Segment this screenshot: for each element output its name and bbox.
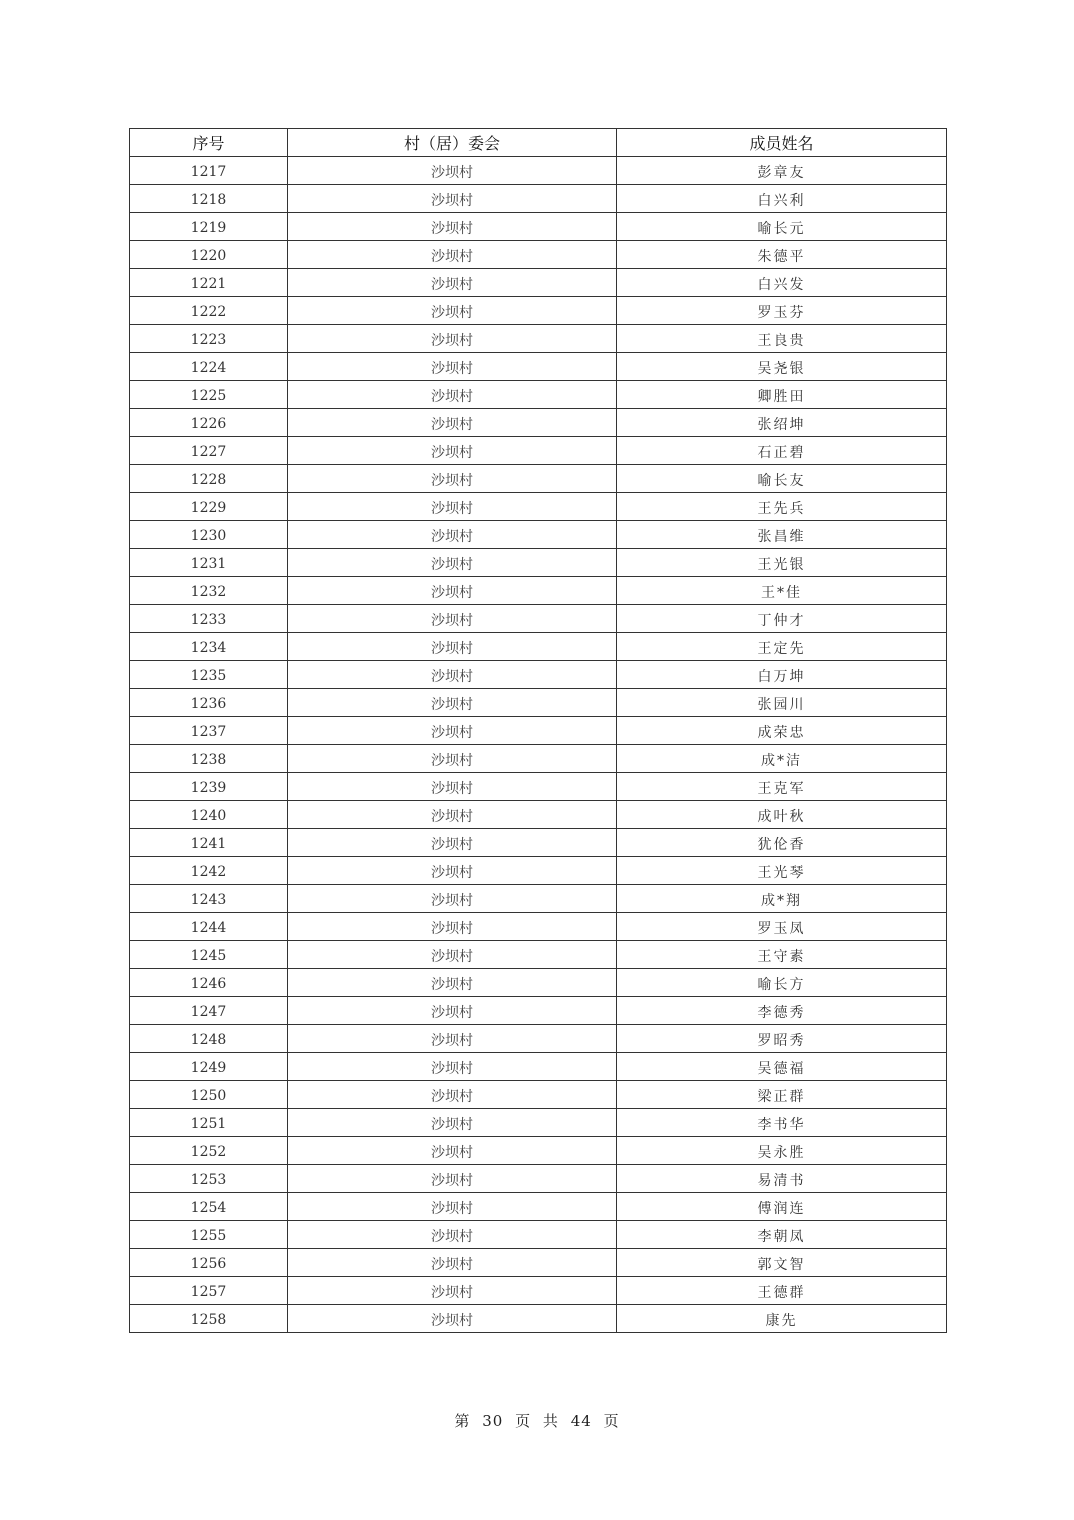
village-cell: 沙坝村 — [288, 857, 617, 885]
table-row — [130, 1137, 947, 1165]
name-cell: 白兴利 — [617, 185, 947, 213]
seq-cell: 1236 — [130, 689, 288, 717]
name-cell: 罗玉芬 — [617, 297, 947, 325]
name-cell: 王良贵 — [617, 325, 947, 353]
footer-prefix: 第 — [454, 1412, 471, 1430]
village-cell: 沙坝村 — [288, 465, 617, 493]
seq-cell: 1254 — [130, 1193, 288, 1221]
village-cell: 沙坝村 — [288, 409, 617, 437]
name-cell: 王德群 — [617, 1277, 947, 1305]
seq-cell: 1244 — [130, 913, 288, 941]
seq-cell: 1219 — [130, 213, 288, 241]
seq-cell: 1228 — [130, 465, 288, 493]
table-row — [130, 857, 947, 885]
table-row — [130, 437, 947, 465]
seq-cell: 1255 — [130, 1221, 288, 1249]
footer-current-page: 30 — [482, 1412, 504, 1430]
name-cell: 吴永胜 — [617, 1137, 947, 1165]
seq-cell: 1248 — [130, 1025, 288, 1053]
seq-cell: 1226 — [130, 409, 288, 437]
seq-cell: 1250 — [130, 1081, 288, 1109]
seq-cell: 1217 — [130, 157, 288, 185]
village-cell: 沙坝村 — [288, 157, 617, 185]
name-cell: 卿胜田 — [617, 381, 947, 409]
table-row — [130, 241, 947, 269]
village-cell: 沙坝村 — [288, 1137, 617, 1165]
village-cell: 沙坝村 — [288, 885, 617, 913]
table-row — [130, 577, 947, 605]
footer-total-word: 共 — [542, 1412, 559, 1430]
table-header-row — [130, 129, 947, 157]
village-cell: 沙坝村 — [288, 633, 617, 661]
table-row — [130, 269, 947, 297]
village-cell: 沙坝村 — [288, 745, 617, 773]
table-row — [130, 325, 947, 353]
table-row — [130, 157, 947, 185]
table-row — [130, 1221, 947, 1249]
seq-cell: 1238 — [130, 745, 288, 773]
table-row — [130, 745, 947, 773]
village-cell: 沙坝村 — [288, 493, 617, 521]
seq-cell: 1256 — [130, 1249, 288, 1277]
village-cell: 沙坝村 — [288, 1249, 617, 1277]
table-row — [130, 773, 947, 801]
name-cell: 王定先 — [617, 633, 947, 661]
village-cell: 沙坝村 — [288, 549, 617, 577]
name-cell: 罗玉凤 — [617, 913, 947, 941]
table-row — [130, 409, 947, 437]
seq-cell: 1239 — [130, 773, 288, 801]
table-row — [130, 829, 947, 857]
name-cell: 张绍坤 — [617, 409, 947, 437]
seq-cell: 1231 — [130, 549, 288, 577]
seq-cell: 1235 — [130, 661, 288, 689]
seq-cell: 1258 — [130, 1305, 288, 1333]
name-cell: 李德秀 — [617, 997, 947, 1025]
name-cell: 王守素 — [617, 941, 947, 969]
name-cell: 王光银 — [617, 549, 947, 577]
name-cell: 吴尧银 — [617, 353, 947, 381]
header-village: 村（居）委会 — [288, 129, 617, 157]
table-row — [130, 1193, 947, 1221]
seq-cell: 1225 — [130, 381, 288, 409]
page-footer — [0, 1410, 1074, 1431]
village-cell: 沙坝村 — [288, 1053, 617, 1081]
table-row — [130, 1053, 947, 1081]
seq-cell: 1249 — [130, 1053, 288, 1081]
table-row — [130, 1025, 947, 1053]
name-cell: 白万坤 — [617, 661, 947, 689]
table-row — [130, 493, 947, 521]
name-cell: 王先兵 — [617, 493, 947, 521]
name-cell: 成*翔 — [617, 885, 947, 913]
name-cell: 李书华 — [617, 1109, 947, 1137]
name-cell: 犹伦香 — [617, 829, 947, 857]
table-row — [130, 633, 947, 661]
seq-cell: 1230 — [130, 521, 288, 549]
table-row — [130, 717, 947, 745]
table-row — [130, 521, 947, 549]
name-cell: 成叶秋 — [617, 801, 947, 829]
table-row — [130, 941, 947, 969]
seq-cell: 1223 — [130, 325, 288, 353]
seq-cell: 1232 — [130, 577, 288, 605]
footer-suffix: 页 — [603, 1412, 620, 1430]
village-cell: 沙坝村 — [288, 801, 617, 829]
footer-page-unit: 页 — [515, 1412, 532, 1430]
village-cell: 沙坝村 — [288, 269, 617, 297]
village-cell: 沙坝村 — [288, 969, 617, 997]
name-cell: 梁正群 — [617, 1081, 947, 1109]
name-cell: 郭文智 — [617, 1249, 947, 1277]
village-cell: 沙坝村 — [288, 661, 617, 689]
seq-cell: 1243 — [130, 885, 288, 913]
village-cell: 沙坝村 — [288, 717, 617, 745]
name-cell: 易清书 — [617, 1165, 947, 1193]
seq-cell: 1233 — [130, 605, 288, 633]
seq-cell: 1237 — [130, 717, 288, 745]
table-row — [130, 1081, 947, 1109]
seq-cell: 1252 — [130, 1137, 288, 1165]
village-cell: 沙坝村 — [288, 381, 617, 409]
table-row — [130, 885, 947, 913]
name-cell: 白兴发 — [617, 269, 947, 297]
village-cell: 沙坝村 — [288, 829, 617, 857]
seq-cell: 1241 — [130, 829, 288, 857]
name-cell: 朱德平 — [617, 241, 947, 269]
name-cell: 成*洁 — [617, 745, 947, 773]
village-cell: 沙坝村 — [288, 1305, 617, 1333]
seq-cell: 1220 — [130, 241, 288, 269]
table-row — [130, 689, 947, 717]
seq-cell: 1229 — [130, 493, 288, 521]
village-cell: 沙坝村 — [288, 241, 617, 269]
village-cell: 沙坝村 — [288, 997, 617, 1025]
table-row — [130, 661, 947, 689]
name-cell: 张园川 — [617, 689, 947, 717]
village-cell: 沙坝村 — [288, 297, 617, 325]
name-cell: 喻长友 — [617, 465, 947, 493]
name-cell: 罗昭秀 — [617, 1025, 947, 1053]
name-cell: 吴德福 — [617, 1053, 947, 1081]
village-cell: 沙坝村 — [288, 1081, 617, 1109]
seq-cell: 1224 — [130, 353, 288, 381]
table-row — [130, 549, 947, 577]
village-cell: 沙坝村 — [288, 521, 617, 549]
footer-total-pages: 44 — [570, 1412, 592, 1430]
name-cell: 王*佳 — [617, 577, 947, 605]
table-row — [130, 353, 947, 381]
seq-cell: 1227 — [130, 437, 288, 465]
seq-cell: 1218 — [130, 185, 288, 213]
seq-cell: 1222 — [130, 297, 288, 325]
seq-cell: 1242 — [130, 857, 288, 885]
name-cell: 成荣忠 — [617, 717, 947, 745]
village-cell: 沙坝村 — [288, 773, 617, 801]
roster-table — [129, 128, 947, 1333]
table-row — [130, 185, 947, 213]
header-seq: 序号 — [130, 129, 288, 157]
table-row — [130, 1277, 947, 1305]
table-body — [130, 157, 947, 1333]
village-cell: 沙坝村 — [288, 605, 617, 633]
table-row — [130, 381, 947, 409]
table-row — [130, 1109, 947, 1137]
seq-cell: 1221 — [130, 269, 288, 297]
village-cell: 沙坝村 — [288, 1025, 617, 1053]
name-cell: 傅润连 — [617, 1193, 947, 1221]
seq-cell: 1240 — [130, 801, 288, 829]
village-cell: 沙坝村 — [288, 1109, 617, 1137]
table-row — [130, 997, 947, 1025]
village-cell: 沙坝村 — [288, 1165, 617, 1193]
name-cell: 李朝凤 — [617, 1221, 947, 1249]
seq-cell: 1251 — [130, 1109, 288, 1137]
village-cell: 沙坝村 — [288, 353, 617, 381]
seq-cell: 1257 — [130, 1277, 288, 1305]
seq-cell: 1247 — [130, 997, 288, 1025]
village-cell: 沙坝村 — [288, 185, 617, 213]
table-row — [130, 1305, 947, 1333]
table-row — [130, 969, 947, 997]
name-cell: 喻长方 — [617, 969, 947, 997]
village-cell: 沙坝村 — [288, 941, 617, 969]
seq-cell: 1253 — [130, 1165, 288, 1193]
village-cell: 沙坝村 — [288, 437, 617, 465]
name-cell: 康先 — [617, 1305, 947, 1333]
table-row — [130, 465, 947, 493]
village-cell: 沙坝村 — [288, 577, 617, 605]
table-row — [130, 1165, 947, 1193]
village-cell: 沙坝村 — [288, 1277, 617, 1305]
village-cell: 沙坝村 — [288, 1193, 617, 1221]
table-row — [130, 605, 947, 633]
table-row — [130, 1249, 947, 1277]
village-cell: 沙坝村 — [288, 689, 617, 717]
seq-cell: 1234 — [130, 633, 288, 661]
seq-cell: 1246 — [130, 969, 288, 997]
table-row — [130, 297, 947, 325]
village-cell: 沙坝村 — [288, 213, 617, 241]
village-cell: 沙坝村 — [288, 913, 617, 941]
seq-cell: 1245 — [130, 941, 288, 969]
table-row — [130, 913, 947, 941]
header-name: 成员姓名 — [617, 129, 947, 157]
name-cell: 喻长元 — [617, 213, 947, 241]
village-cell: 沙坝村 — [288, 1221, 617, 1249]
name-cell: 张昌维 — [617, 521, 947, 549]
name-cell: 石正碧 — [617, 437, 947, 465]
name-cell: 丁仲才 — [617, 605, 947, 633]
name-cell: 王光琴 — [617, 857, 947, 885]
table-row — [130, 801, 947, 829]
table-row — [130, 213, 947, 241]
village-cell: 沙坝村 — [288, 325, 617, 353]
name-cell: 王克军 — [617, 773, 947, 801]
name-cell: 彭章友 — [617, 157, 947, 185]
